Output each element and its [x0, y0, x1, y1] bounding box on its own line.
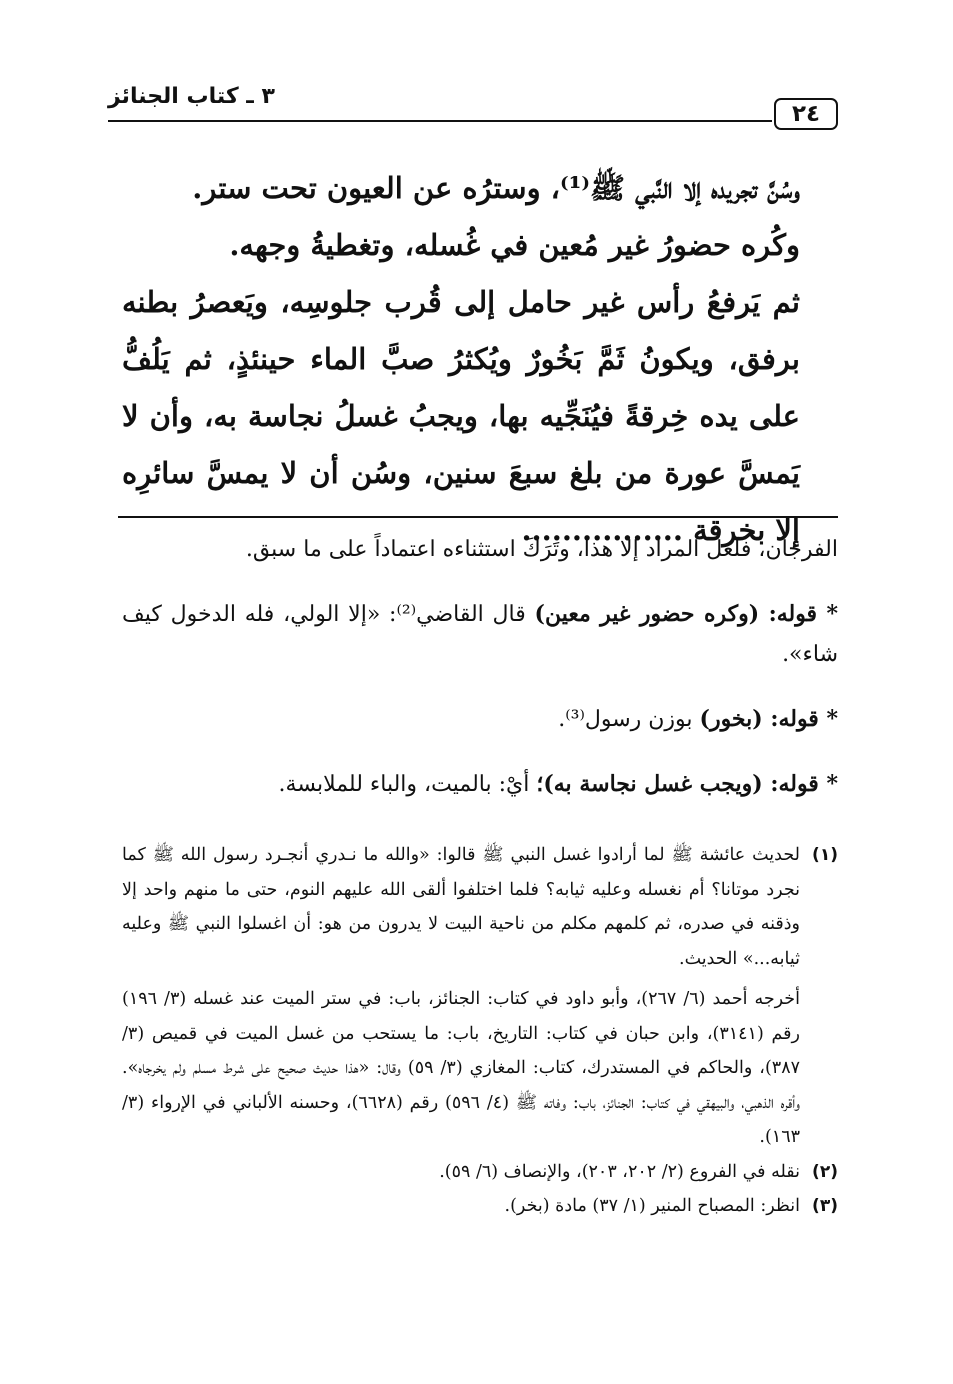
footnote-number: (٢) — [812, 1161, 838, 1182]
commentary-paragraph — [122, 594, 838, 675]
main-paragraph-text: ثم يَرفعُ رأس غير حامل إلى قُرب جلوسِه، ويَعصرُ بطنه برفق، ويكونُ ثَمَّ بَخُورٌ ويُكثرُ صبَّ الماء حينئذٍ، ثم يَلُفُّ على يده خِرقةً فيُنَجِّيه بها، ويجبُ غسلُ نجاسة به، وأن لا يَمسَّ عورة من بلغ سبعَ سنين، وسُن أن لا يمسَّ سائرِه إلا بخرقة — [122, 285, 800, 547]
footnote-number: (١) — [812, 845, 838, 865]
footnote-text: لحديث عائشة ﷺ لما أرادوا غسل النبي ﷺ قالوا: «والله ما نـدري أنجـرد رسول الله ﷺ كما نجرد موتانا؟ أم نغسله وعليه ثيابه؟ فلما اختلفوا ألقى الله عليهم النوم، حتى ما منهم واحد إلا وذقنه في صدره، ثم كلمهم مكلم من ناحية البيت لا يدرون من هو: أن اغسلوا النبي ﷺ وعليه ثيابه...» الحديث. — [122, 845, 800, 969]
commentary-text: بوزن رسول⁽³⁾. — [558, 707, 700, 732]
main-paragraph: وسُنَّ تجريده إلا النَّبي ﷺ⁽¹⁾، وسترُه عن العيون تحت ستر. — [192, 171, 800, 205]
header-rule — [108, 120, 772, 122]
commentary-paragraph: الفرجان، فلعل المراد إلا هذا، وتَرَكَ استثناءه اعتماداً على ما سبق. — [245, 537, 838, 562]
commentary-text: أيْ: بالميت، والباء للملابسة. — [278, 772, 537, 797]
footnote — [122, 1189, 838, 1224]
commentary — [122, 530, 838, 805]
footnote-body — [122, 1155, 800, 1190]
commentary-paragraph — [122, 764, 838, 805]
commentary-text: قال القاضي⁽²⁾: «إلا الولي، فله الدخول كيف شاء». — [122, 602, 838, 667]
footnote-text: نقله في الفروع (٢/ ٢٠٢، ٢٠٣)، والإنصاف (٦/ ٥٩). — [439, 1161, 800, 1182]
main-text — [122, 160, 840, 559]
footnote — [122, 1155, 838, 1190]
commentary-quote: * قوله: (ويجب غسل نجاسة به)؛ — [536, 771, 838, 797]
footnote — [122, 838, 838, 1155]
footnote-text: أخرجه أحمد (٦/ ٢٦٧)، وأبو داود في كتاب: الجنائز، باب: في ستر الميت عند غسله (٣/ ١٩٦) رقم (٣١٤١)، وابن حبان في كتاب: التاريخ، باب: ما يستحب من غسل الميت في قميص (٣/ ٣٨٧)، والحاكم في المستدرك، كتاب: المغازي (٣/ ٥٩) وقال: «هذا حديث صحيح على شرط مسلم ولم يخرجاه». وأقره الذهبي، والبيهقي في كتاب: الجنائز، باب: وفاته ﷺ (٤/ ٥٩٦) رقم (٦٦٢٨)، وحسنه الألباني في الإرواء (٣/ ١٦٣). — [122, 989, 801, 1147]
ellipsis-dots: ................ — [521, 513, 683, 547]
commentary-quote: * قوله: (وكره حضور غير معين) — [534, 601, 839, 627]
footnote-text: انظر: المصباح المنير (١/ ٣٧) مادة (بخر). — [504, 1196, 800, 1216]
commentary-paragraph — [122, 699, 838, 740]
main-paragraph: وكُره حضورُ غير مُعين في غُسله، وتغطيةُ وجهه. — [229, 228, 800, 262]
footnotes — [122, 838, 838, 1224]
commentary-quote: * قوله: (بخور) — [699, 706, 838, 732]
footnote-body — [122, 1189, 800, 1224]
footnote-body — [122, 838, 800, 1155]
footnote-number: (٣) — [812, 1196, 838, 1216]
page-header — [108, 84, 838, 128]
text-separator — [118, 516, 838, 518]
page-number: ٢٤ — [774, 98, 838, 130]
running-title: ٣ ـ كتاب الجنائز — [108, 84, 275, 109]
